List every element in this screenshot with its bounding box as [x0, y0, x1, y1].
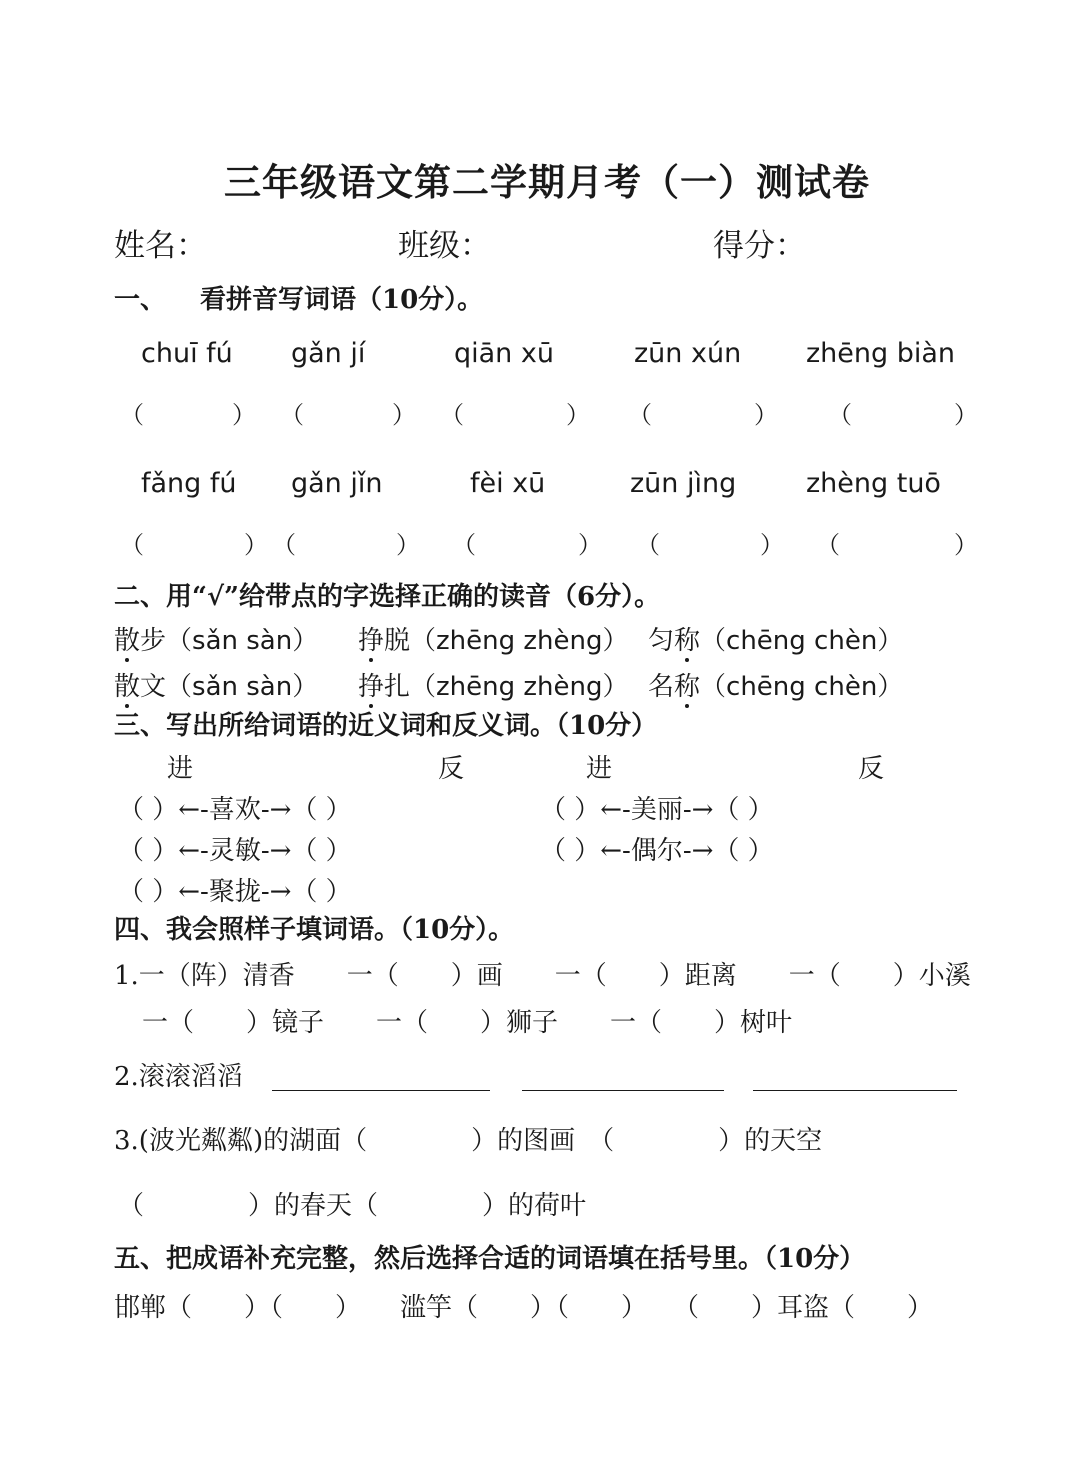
answer-paren: ）: [392, 401, 416, 429]
word-zhengzha: 挣扎: [358, 672, 411, 702]
dotted-char: 挣: [358, 672, 385, 702]
reading-options: （chēng chèn）: [700, 626, 904, 656]
answer-paren: （: [120, 401, 144, 429]
word-mingcheng: 名称: [648, 672, 701, 702]
blank-line-2: [522, 1068, 724, 1094]
synonym-row-2a: （ ）←-灵敏-→（ ）: [118, 836, 352, 866]
pinyin-1-5: zhēng biàn: [806, 338, 956, 369]
answer-paren: ）: [760, 531, 784, 559]
reading-line-1b: [358, 628, 629, 654]
dotted-char: 称: [674, 626, 701, 656]
answer-paren: （: [636, 531, 660, 559]
section-5-heading: 五、把成语补充完整，然后选择合适的词语填在括号里。（10分）: [114, 1244, 866, 1274]
answer-paren: （: [440, 401, 464, 429]
answer-paren: ）: [578, 531, 602, 559]
reading-line-2: [114, 674, 318, 700]
pinyin-2-3: fèi xū: [470, 468, 546, 499]
dotted-char: 散: [114, 672, 141, 702]
pinyin-2-1: fǎng fú: [141, 468, 237, 499]
reading-options: （zhēng zhèng）: [410, 626, 629, 656]
answer-paren: ）: [232, 401, 256, 429]
answer-paren: （: [280, 401, 304, 429]
pinyin-1-1: chuī fú: [141, 338, 233, 369]
reading-line-2c: [648, 674, 903, 700]
score-label: 得分：: [713, 228, 806, 264]
section-1-number: 一、: [114, 285, 167, 315]
answer-paren: ）: [244, 531, 268, 559]
answer-paren: ）: [754, 401, 778, 429]
dotted-char: 挣: [358, 626, 385, 656]
pinyin-2-2: gǎn jǐn: [291, 468, 383, 499]
reading-options: （sǎn sàn）: [166, 626, 319, 656]
label-anti-2: 反: [858, 754, 885, 784]
section-3-heading: 三、写出所给词语的近义词和反义词。（10分）: [114, 711, 658, 741]
answer-paren: ）: [954, 401, 978, 429]
answer-paren: （: [272, 531, 296, 559]
reading-options: （sǎn sàn）: [166, 672, 319, 702]
class-label: 班级：: [398, 228, 491, 264]
measure-word-line-2: 一（ ）镜子 一（ ）狮子 一（ ）树叶: [142, 1008, 793, 1038]
pinyin-2-5: zhèng tuō: [806, 468, 941, 499]
section-1-heading: 看拼音写词语（10分）。: [200, 285, 484, 315]
label-anti-1: 反: [438, 754, 465, 784]
synonym-row-1a: （ ）←-喜欢-→（ ）: [118, 795, 352, 825]
answer-paren: （: [452, 531, 476, 559]
section-4-heading: 四、我会照样子填词语。（10分）。: [114, 915, 515, 945]
blank-line-3: [753, 1068, 957, 1094]
phrase-line-1: 3.(波光粼粼)的湖面（ ）的图画 （ ）的天空: [114, 1126, 823, 1156]
synonym-row-1b: （ ）←-美丽-→（ ）: [540, 795, 774, 825]
reading-options: （chēng chèn）: [700, 672, 904, 702]
section-2-heading: 二、用“√”给带点的字选择正确的读音（6分）。: [114, 582, 661, 612]
name-label: 姓名：: [114, 228, 207, 264]
answer-paren: （: [828, 401, 852, 429]
synonym-row-2b: （ ）←-偶尔-→（ ）: [540, 836, 774, 866]
word-sanwen: 散文: [114, 672, 167, 702]
synonym-row-3a: （ ）←-聚拢-→（ ）: [118, 877, 352, 907]
answer-paren: （: [120, 531, 144, 559]
label-near-1: 进: [167, 754, 194, 784]
reading-line-1c: [648, 628, 903, 654]
pinyin-1-3: qiān xū: [454, 338, 554, 369]
pinyin-1-2: gǎn jí: [291, 338, 366, 369]
reading-options: （zhēng zhèng）: [410, 672, 629, 702]
dotted-char: 称: [674, 672, 701, 702]
pinyin-1-4: zūn xún: [634, 338, 742, 369]
word-sanbu: 散步: [114, 626, 167, 656]
reading-line-1: [114, 628, 318, 654]
page-title: 三年级语文第二学期月考（一）测试卷: [224, 160, 870, 204]
word-zhengtuo: 挣脱: [358, 626, 411, 656]
pinyin-2-4: zūn jìng: [630, 468, 737, 499]
reading-line-2b: [358, 674, 629, 700]
pattern-word-label: 2.滚滚滔滔: [114, 1062, 243, 1092]
answer-paren: （: [628, 401, 652, 429]
label-near-2: 进: [586, 754, 613, 784]
answer-paren: ）: [954, 531, 978, 559]
answer-paren: （: [816, 531, 840, 559]
phrase-line-2: （ ）的春天（ ）的荷叶: [118, 1191, 587, 1221]
idiom-line: 邯郸（ ）（ ） 滥竽（ ）（ ） （ ）耳盗（ ）: [114, 1293, 934, 1323]
measure-word-line-1: 1.一（阵）清香 一（ ）画 一（ ）距离 一（ ）小溪: [114, 961, 971, 991]
word-yunchen: 匀称: [648, 626, 701, 656]
answer-paren: ）: [396, 531, 420, 559]
answer-paren: ）: [566, 401, 590, 429]
dotted-char: 散: [114, 626, 141, 656]
blank-line-1: [272, 1068, 490, 1094]
